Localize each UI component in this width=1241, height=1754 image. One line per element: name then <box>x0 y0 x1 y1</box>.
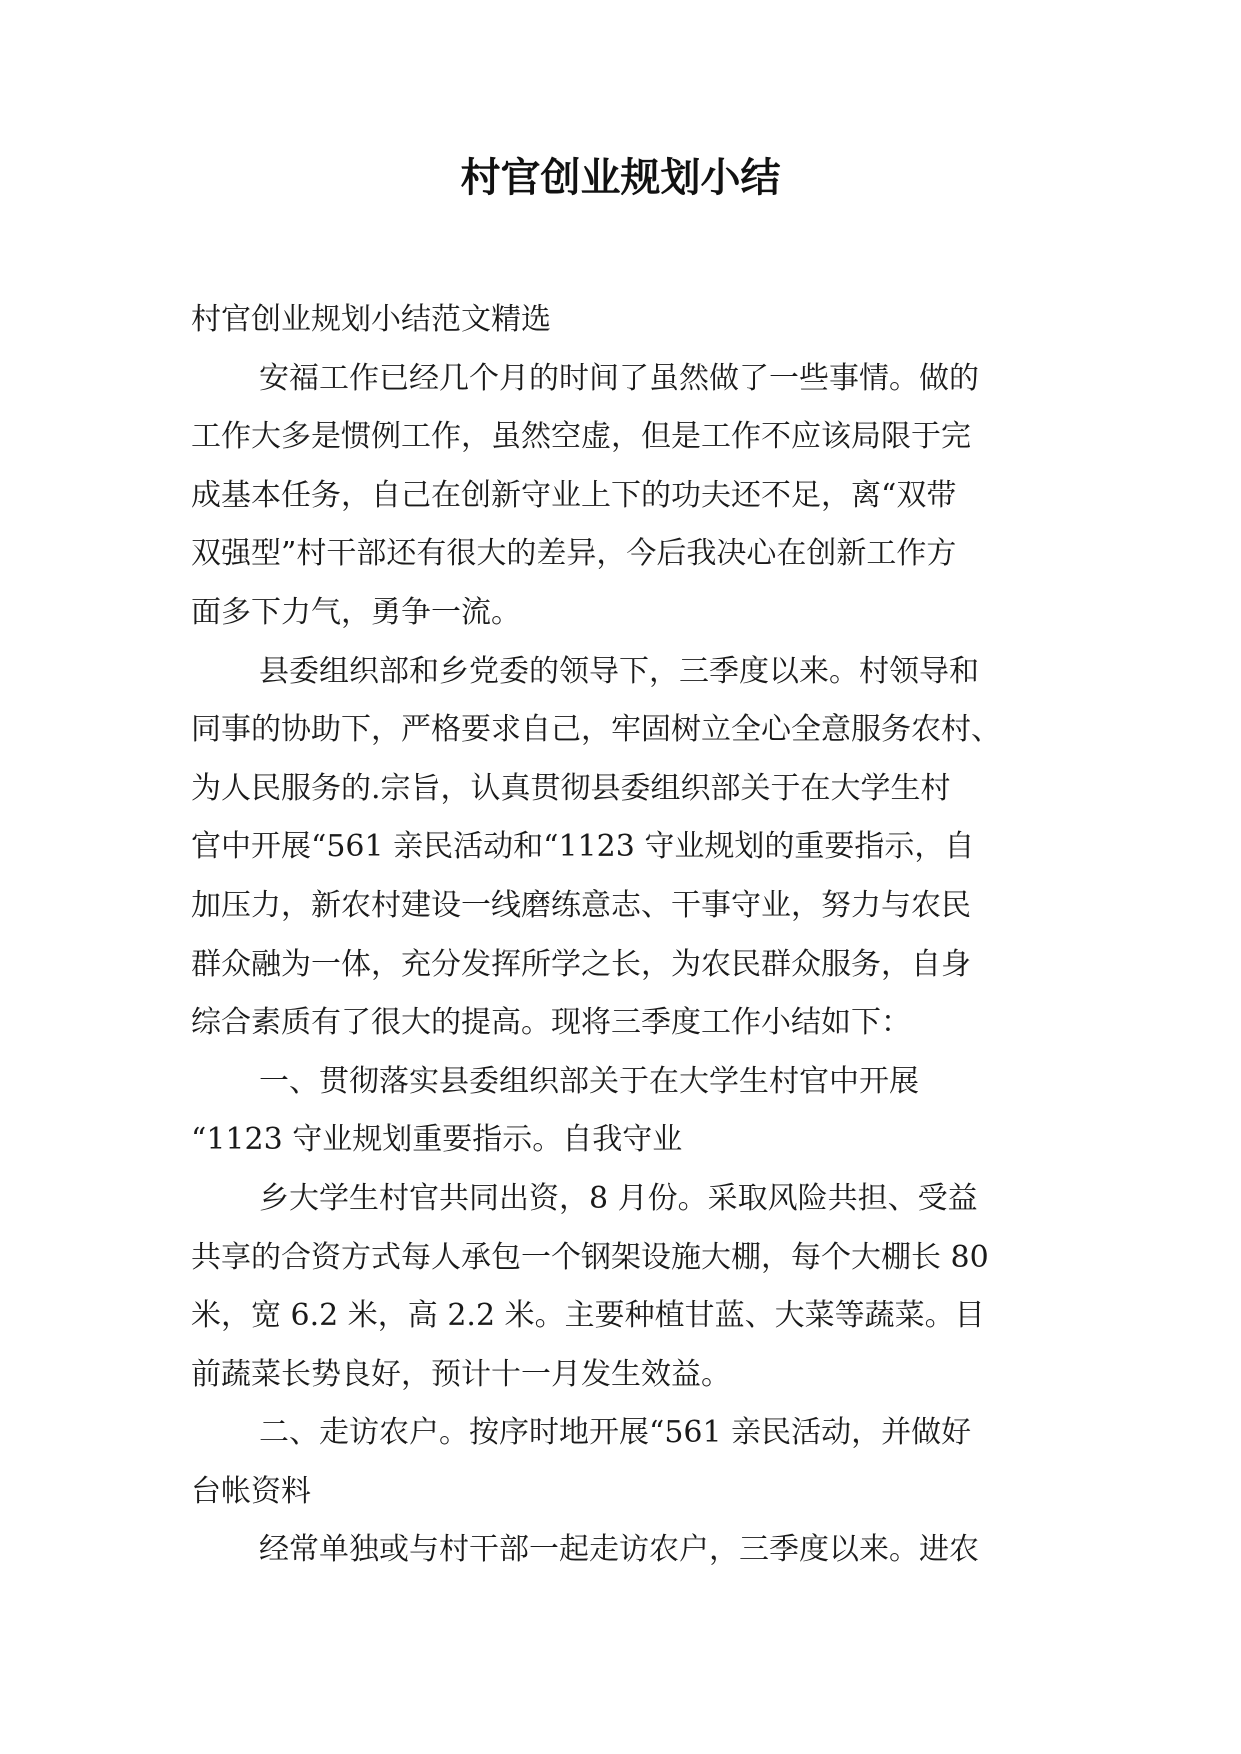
text-line: 一、贯彻落实县委组织部关于在大学生村官中开展 <box>259 1063 919 1099</box>
text-line: 前蔬菜长势良好，预计十一月发生效益。 <box>191 1356 731 1392</box>
text-line: 为人民服务的.宗旨，认真贯彻县委组织部关于在大学生村 <box>191 770 951 806</box>
text-line: 双强型”村干部还有很大的差异，今后我决心在创新工作方 <box>191 536 957 572</box>
text-line: 二、走访农户。按序时地开展“561 亲民活动，并做好 <box>259 1415 972 1451</box>
text-line: 米，宽 6.2 米，高 2.2 米。主要种植甘蓝、大菜等蔬菜。目 <box>191 1298 985 1334</box>
document-title: 村官创业规划小结 <box>460 155 781 201</box>
text-line: 乡大学生村官共同出资，8 月份。采取风险共担、受益 <box>259 1180 978 1216</box>
text-line: 工作大多是惯例工作，虽然空虚，但是工作不应该局限于完 <box>191 419 971 455</box>
document-body <box>191 291 1051 1580</box>
text-line: 官中开展“561 亲民活动和“1123 守业规划的重要指示，自 <box>191 829 975 865</box>
text-line: 加压力，新农村建设一线磨练意志、干事守业，努力与农民 <box>191 887 971 923</box>
text-line: 综合素质有了很大的提高。现将三季度工作小结如下： <box>191 1005 911 1041</box>
text-line: 安福工作已经几个月的时间了虽然做了一些事情。做的 <box>259 360 979 396</box>
text-line: 同事的协助下，严格要求自己，牢固树立全心全意服务农村、 <box>191 712 1001 748</box>
text-line: 共享的合资方式每人承包一个钢架设施大棚，每个大棚长 80 <box>191 1239 989 1275</box>
text-line: 县委组织部和乡党委的领导下，三季度以来。村领导和 <box>259 653 979 689</box>
text-line: 台帐资料 <box>191 1473 311 1509</box>
text-line: “1123 守业规划重要指示。自我守业 <box>191 1122 683 1158</box>
text-line: 群众融为一体，充分发挥所学之长，为农民群众服务，自身 <box>191 946 971 982</box>
text-line: 成基本任务，自己在创新守业上下的功夫还不足，离“双带 <box>191 477 957 513</box>
text-line: 面多下力气，勇争一流。 <box>191 594 521 630</box>
text-line: 村官创业规划小结范文精选 <box>191 302 551 337</box>
text-line: 经常单独或与村干部一起走访农户，三季度以来。进农 <box>259 1532 979 1568</box>
